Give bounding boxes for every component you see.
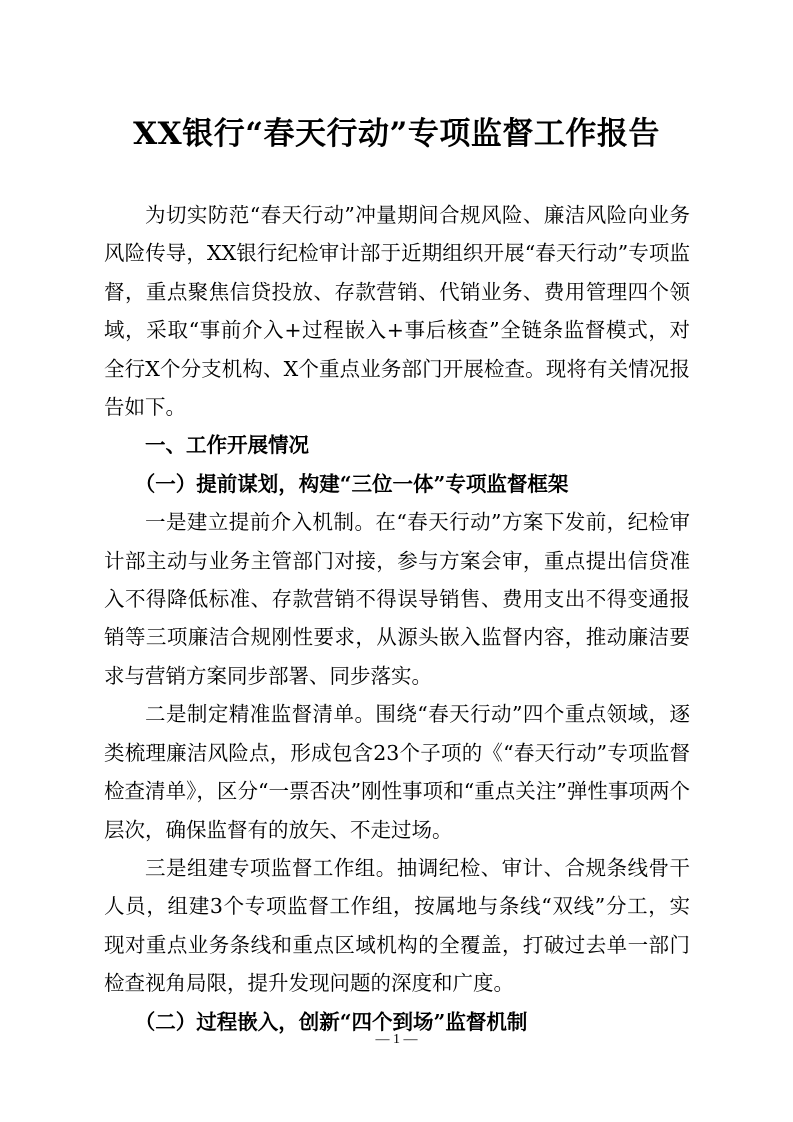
paragraph-lead: 三是	[145, 855, 187, 880]
body-paragraph	[104, 849, 690, 1003]
paragraph-text: 制定精准监督清单。围绕“春天行动”四个重点领域，逐类梳理廉洁风险点，形成包含23个子项的《“春天行动”专项监督检查清单》，区分“一票否决”刚性事项和“重点关注”弹性事项两个层次，确保监督有的放矢、不走过场。	[104, 702, 690, 842]
paragraph-lead: 二是	[145, 702, 187, 727]
paragraph-text: 组建专项监督工作组。抽调纪检、审计、合规条线骨干人员，组建3个专项监督工作组，按属地与条线“双线”分工，实现对重点业务条线和重点区域机构的全覆盖，打破过去单一部门检查视角局限，提升发现问题的深度和广度。	[104, 855, 691, 996]
paragraph-text: 建立提前介入机制。在“春天行动”方案下发前，纪检审计部主动与业务主管部门对接，参与方案会审，重点提出信贷准入不得降低标准、存款营销不得误导销售、费用支出不得变通报销等三项廉洁合规刚性要求，从源头嵌入监督内容，推动廉洁要求与营销方案同步部署、同步落实。	[104, 510, 690, 688]
page-number: — 1 —	[375, 1032, 418, 1047]
subsection-heading: （一）提前谋划，构建“三位一体”专项监督框架	[134, 471, 569, 496]
body-paragraph	[104, 695, 690, 849]
section-heading: 一、工作开展情况	[145, 433, 309, 458]
paragraph-lead: 一是	[145, 510, 187, 535]
subsection-heading: （二）过程嵌入，创新“四个到场”监督机制	[134, 1009, 528, 1034]
intro-paragraph: 为切实防范“春天行动”冲量期间合规风险、廉洁风险向业务风险传导，XX银行纪检审计部于近期组织开展“春天行动”专项监督，重点聚焦信贷投放、存款营销、代销业务、费用管理四个领域，采取“事前介入+过程嵌入+事后核查”全链条监督模式，对全行X个分支机构、X个重点业务部门开展检查。现将有关情况报告如下。	[104, 203, 690, 420]
document-body	[104, 196, 690, 1041]
body-paragraph	[104, 503, 690, 695]
document-title: XX银行“春天行动”专项监督工作报告	[133, 116, 660, 152]
